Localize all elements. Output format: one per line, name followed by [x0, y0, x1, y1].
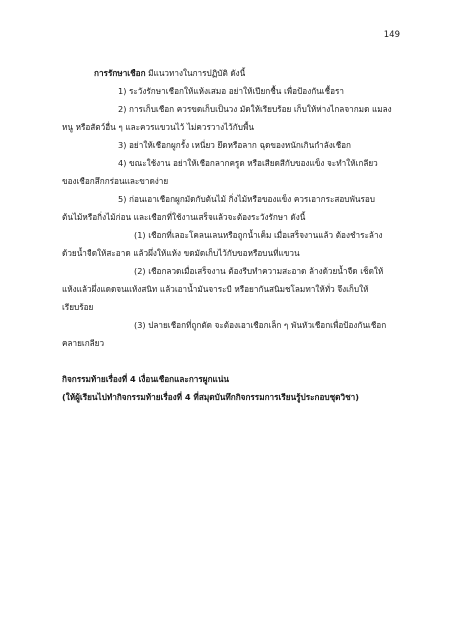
page-content [62, 64, 400, 406]
subrule-3: (3) ปลายเชือกที่ถูกตัด จะต้องเอาเชือกเล็ก ๆ พันหัวเชือกเพื่อป้องกันเชือก [134, 320, 387, 330]
activity-instruction: (ให้ผู้เรียนไปทำกิจกรรมท้ายเรื่องที่ 4 ที่สมุดบันทึกกิจกรรมการเรียนรู้ประกอบชุดวิชา) [62, 392, 359, 402]
rule-2-continued: หนู หรือสัตว์อื่น ๆ และควรแขวนไว้ ไม่ควรวางไว้กับพื้น [62, 122, 254, 132]
page-number: 149 [383, 30, 400, 40]
subrule-1: (1) เชือกที่เลอะโคลนเลนหรือถูกน้ำเค็ม เมื่อเสร็จงานแล้ว ต้องชำระล้าง [134, 230, 383, 240]
subrule-3-continued: คลายเกลียว [62, 338, 105, 348]
section-intro-line [62, 64, 400, 82]
rule-1: 1) ระวังรักษาเชือกให้แห้งเสมอ อย่าให้เปียกชื้น เพื่อป้องกันเชื้อรา [118, 86, 345, 96]
spacer [62, 352, 400, 370]
section-heading: การรักษาเชือก [94, 68, 146, 78]
subrule-2-continued: แห้งแล้วผึ่งแดดจนแห้งสนิท แล้วเอาน้ำมันจาระบี หรือยากันสนิมชโลมทาให้ทั่ว จึงเก็บให้ [62, 284, 369, 294]
rule-5-continued: ต้นไม้หรือกิ่งไม้ก่อน และเชือกที่ใช้งานเสร็จแล้วจะต้องระวังรักษา ดังนี้ [62, 212, 306, 222]
section-intro: มีแนวทางในการปฏิบัติ ดังนี้ [145, 68, 246, 78]
activity-title: กิจกรรมท้ายเรื่องที่ 4 เงื่อนเชือกและการผูกแน่น [62, 374, 230, 384]
rule-4-continued: ของเชือกสึกกร่อนและขาดง่าย [62, 176, 169, 186]
subrule-1-continued: ด้วยน้ำจืดให้สะอาด แล้วผึ่งให้แห้ง ขดมัดเก็บไว้กับขอหรือบนที่แขวน [62, 248, 300, 258]
rule-3: 3) อย่าให้เชือกผูกรั้ง เหนี่ยว ยึดหรือลาก ฉุดของหนักเกินกำลังเชือก [118, 140, 351, 150]
rule-5: 5) ก่อนเอาเชือกผูกมัดกับต้นไม้ กิ่งไม้หรือของแข็ง ควรเอากระสอบพันรอบ [118, 194, 375, 204]
rule-4: 4) ขณะใช้งาน อย่าให้เชือกลากครูด หรือเสียดสีกับของแข็ง จะทำให้เกลียว [118, 158, 378, 168]
subrule-2: (2) เชือกลวดเมื่อเสร็จงาน ต้องรีบทำความสะอาด ล้างด้วยน้ำจืด เช็ดให้ [134, 266, 384, 276]
subrule-2-end: เรียบร้อย [62, 302, 94, 312]
rule-2: 2) การเก็บเชือก ควรขดเก็บเป็นวง มัดให้เรียบร้อย เก็บให้ห่างไกลจากมด แมลง [118, 104, 392, 114]
